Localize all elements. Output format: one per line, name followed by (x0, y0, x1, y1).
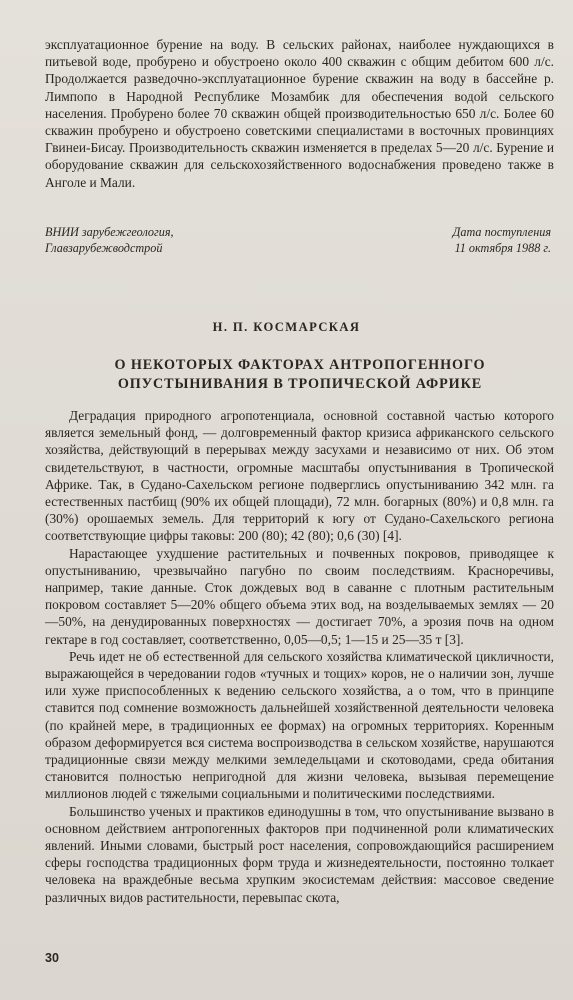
affiliation (45, 224, 174, 256)
intro-text (45, 36, 554, 191)
received-date-label: Дата поступления (452, 225, 551, 239)
article-title-line: ОПУСТЫНИВАНИЯ В ТРОПИЧЕСКОЙ АФРИКЕ (117, 375, 483, 392)
page-number: 30 (45, 951, 59, 965)
article-body (45, 407, 554, 906)
intro-paragraph: эксплуатационное бурение на воду. В сельских районах, наиболее нуждающихся в питьевой воде, пробурено и обустроено около 400 скважин с общим дебитом 600 л/с. Продолжается разведочно-эксплуатационное бурение скважин на воду в бассейне р. Лимпопо в Народной Республике Мозамбик для обеспечения водой сельского населения. Пробурено более 70 скважин общей производительностью 650 л/с. Более 60 скважин пробурено и обустроено советскими специалистами в восточных провинциях Гвинеи-Бисау. Производительность скважин изменяется в пределах 5—20 л/с. Бурение и оборудование скважин для сельскохозяйственного водоснабжения проведено также в Анголе и Мали. (45, 37, 554, 190)
body-paragraph: Нарастающее ухудшение растительных и почвенных покровов, приводящее к опустыниванию, чрезвычайно пагубно по своим последствиям. Красноречивы, например, такие данные. Сток дождевых вод в саванне с плотным растительным покровом составляет 5—20% общего объема этих вод, на возделываемых землях — 20—50%, на денудированных поверхностях — достигает 70%, а эрозия почв на одном гектаре в год составляет, соответственно, 0,05—0,5; 1—15 и 25—35 т [3]. (45, 545, 554, 647)
received-date-value: 11 октября 1988 г. (454, 241, 551, 255)
affiliation-line: Главзарубежводстрой (45, 241, 163, 255)
article-title (60, 356, 540, 393)
article-title-line: О НЕКОТОРЫХ ФАКТОРАХ АНТРОПОГЕННОГО (114, 357, 486, 373)
body-paragraph: Большинство ученых и практиков единодушны в том, что опустынивание вызвано в основном действием антропогенных факторов при подчиненной роли климатических явлений. Иными словами, быстрый рост населения, сопровождающийся расширением сферы господства традиционных форм труда и жизнедеятельности, постоянно толкает человека на враждебные весьма хрупким экосистемам действия: массовое сведение различных видов растительности, перевыпас скота, (45, 803, 554, 905)
body-paragraph: Речь идет не об естественной для сельского хозяйства климатической цикличности, выражающейся в чередовании годов «тучных и тощих» коров, не о наличии зон, лучше или хуже приспособленных к ведению сельского хозяйства, а о том, что в принципе ставится под сомнение возможность дальнейшей хозяйственной деятельности человека (по крайней мере, в традиционных ее формах) на огромных территориях. Коренным образом деформируется вся система воспроизводства в сельском хозяйстве, нарушаются традиционные связи между мелкими земледельцами и скотоводами, среда обитания становится полностью непригодной для жизни человека, вызывая перемещение миллионов людей с тяжелыми социальными и политическими последствиями. (45, 648, 554, 802)
body-paragraph: Деградация природного агропотенциала, основной составной частью которого является земельный фонд, — долговременный фактор кризиса африканского сельского хозяйства, действующий в перерывах между засухами и независимо от них. Об этом свидетельствуют, в частности, огромные масштабы опустынивания в Тропической Африке. Так, в Судано-Сахельском регионе подверглись опустыниванию 342 млн. га естественных пастбищ (90% их общей площади), 72 млн. богарных (80%) и 0,8 млн. га (30%) орошаемых земель. Для территорий к югу от Судано-Сахельского региона соответствующие цифры таковы: 200 (80); 42 (80); 0,6 (30) [4]. (45, 408, 554, 544)
received-date (453, 224, 551, 256)
affiliation-line: ВНИИ зарубежгеология, (45, 225, 174, 239)
author-name: Н. П. КОСМАРСКАЯ (212, 320, 361, 334)
